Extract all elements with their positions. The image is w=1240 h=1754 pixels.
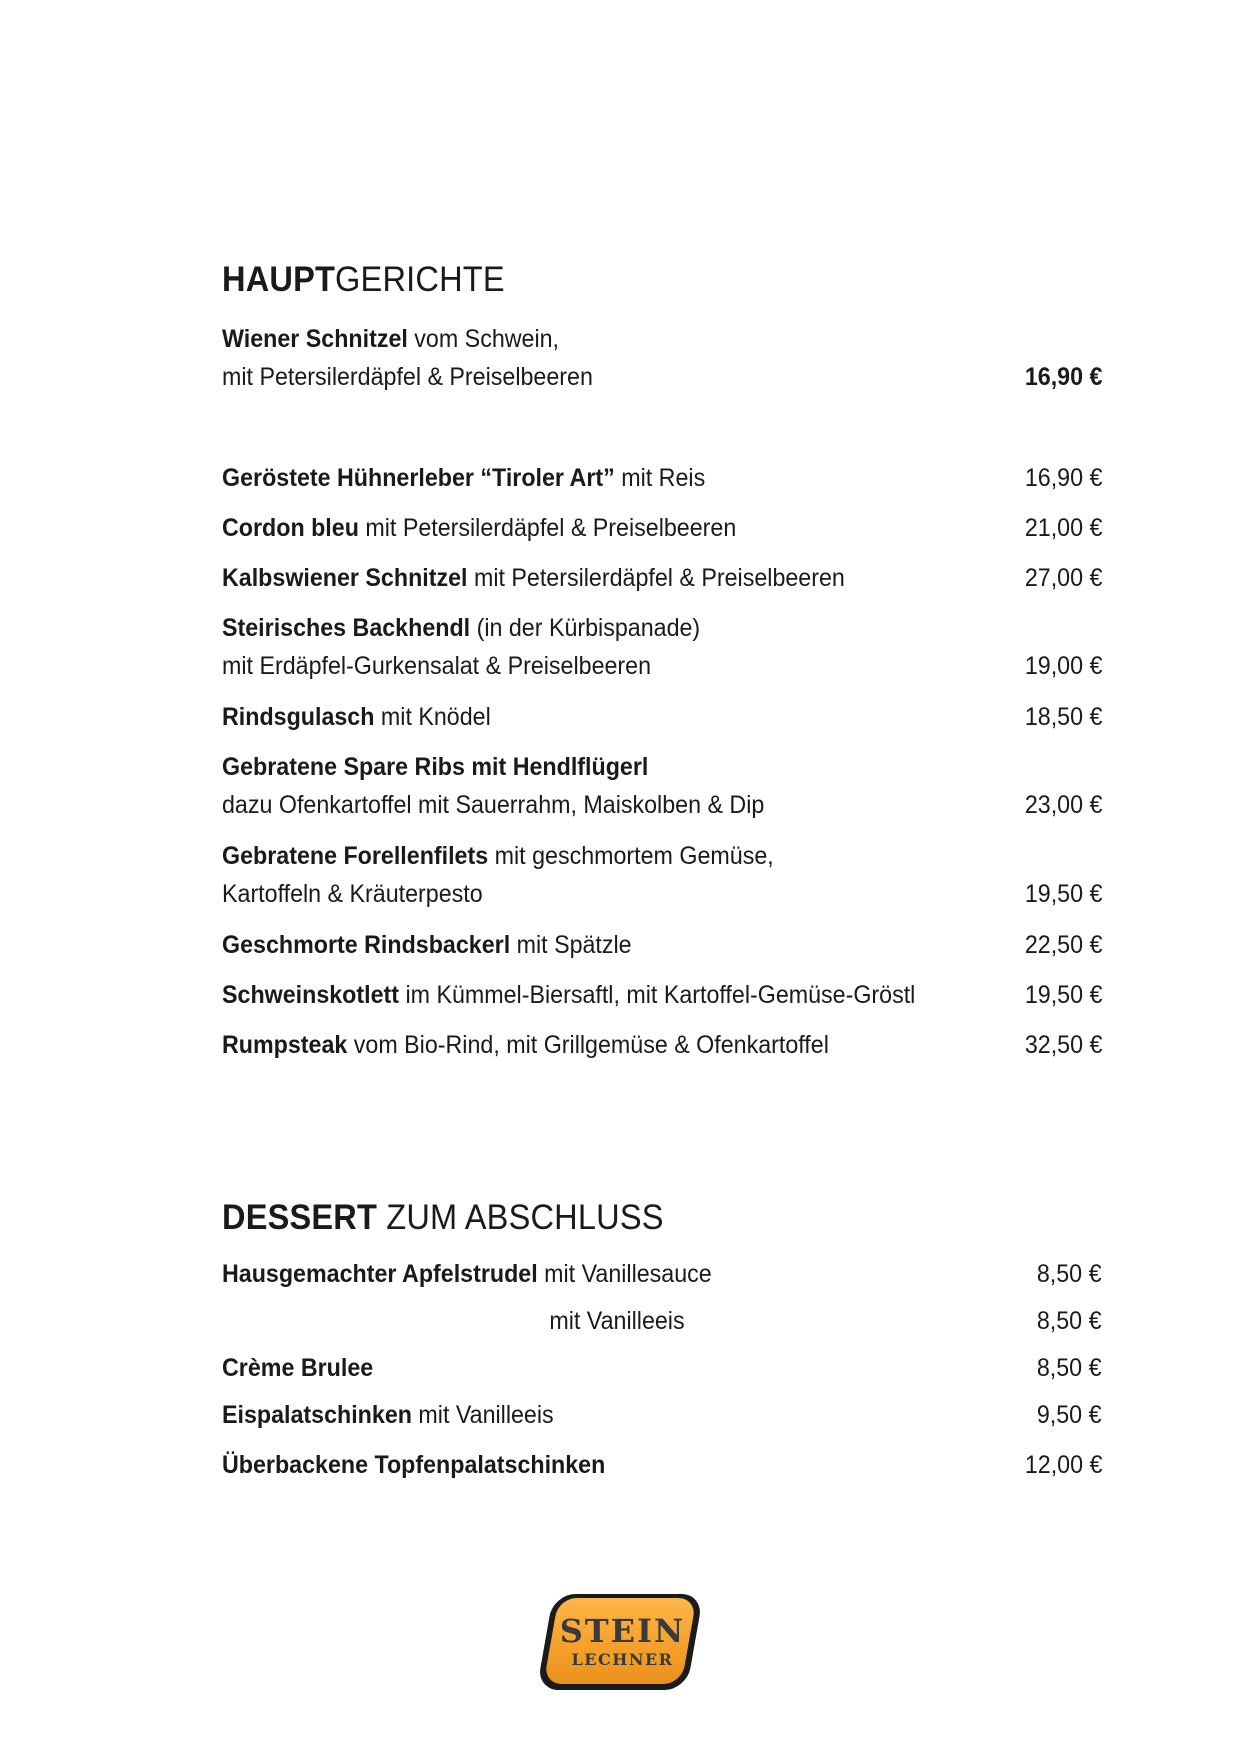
menu-item-rumpsteak bbox=[222, 1026, 1102, 1064]
item-price: 32,50 € bbox=[1024, 1031, 1102, 1059]
item-description: (in der Kürbispanade) bbox=[470, 614, 701, 642]
item-name: Kalbswiener Schnitzel bbox=[222, 564, 468, 592]
item-name: Rumpsteak bbox=[222, 1031, 348, 1059]
menu-item-forellenfilets bbox=[222, 837, 1102, 913]
item-price: 21,00 € bbox=[1024, 514, 1102, 542]
menu-item-kalbswiener-schnitzel bbox=[222, 559, 1102, 597]
item-name: Hausgemachter Apfelstrudel bbox=[222, 1260, 538, 1288]
item-price: 19,50 € bbox=[1024, 880, 1102, 908]
menu-item-rindsgulasch bbox=[222, 698, 1102, 736]
item-price: 8,50 € bbox=[1037, 1307, 1102, 1335]
menu-item-schweinskotlett bbox=[222, 976, 1102, 1014]
section-title-regular: GERICHTE bbox=[335, 260, 505, 299]
item-price: 9,50 € bbox=[1037, 1401, 1102, 1429]
section-title-bold: HAUPT bbox=[222, 260, 336, 299]
menu-item-backhendl bbox=[222, 609, 1102, 685]
item-name: Wiener Schnitzel bbox=[222, 325, 408, 353]
item-description: mit Reis bbox=[614, 464, 706, 492]
item-name: Eispalatschinken bbox=[222, 1401, 412, 1429]
item-description: vom Schwein, bbox=[407, 325, 560, 353]
item-description: mit Knödel bbox=[374, 703, 491, 731]
item-description: mit geschmortem Gemüse, bbox=[488, 842, 774, 870]
item-price: 16,90 € bbox=[1024, 363, 1102, 391]
item-price: 23,00 € bbox=[1024, 791, 1102, 819]
item-description-2: dazu Ofenkartoffel mit Sauerrahm, Maiskolben & Dip bbox=[222, 791, 765, 819]
item-price: 19,50 € bbox=[1024, 981, 1102, 1009]
menu-item-eispalatschinken bbox=[222, 1396, 1102, 1434]
item-price: 18,50 € bbox=[1024, 703, 1102, 731]
item-price: 8,50 € bbox=[1037, 1260, 1102, 1288]
section-title-bold: DESSERT bbox=[222, 1198, 378, 1237]
item-description-2: mit Petersilerdäpfel & Preiselbeeren bbox=[222, 363, 593, 391]
item-name: Überbackene Topfenpalatschinken bbox=[222, 1451, 606, 1479]
item-description: mit Petersilerdäpfel & Preiselbeeren bbox=[467, 564, 845, 592]
menu-item-apfelstrudel bbox=[222, 1255, 1102, 1293]
section-title-dessert bbox=[222, 1198, 664, 1238]
item-price: 8,50 € bbox=[1037, 1354, 1102, 1382]
logo-line-1: STEIN bbox=[559, 1612, 686, 1650]
logo-line-2: LECHNER bbox=[571, 1650, 674, 1669]
item-description: vom Bio-Rind, mit Grillgemüse & Ofenkartoffel bbox=[347, 1031, 829, 1059]
menu-item-cordon-bleu bbox=[222, 509, 1102, 547]
item-name: Gebratene Forellenfilets bbox=[222, 842, 489, 870]
section-title-hauptgerichte bbox=[222, 260, 505, 300]
item-description: mit Spätzle bbox=[510, 931, 632, 959]
item-name: Rindsgulasch bbox=[222, 703, 375, 731]
item-description-2: mit Erdäpfel-Gurkensalat & Preiselbeeren bbox=[222, 652, 652, 680]
section-title-regular: ZUM ABSCHLUSS bbox=[377, 1198, 664, 1237]
item-name: Crème Brulee bbox=[222, 1354, 374, 1382]
item-name: Cordon bleu bbox=[222, 514, 359, 542]
item-description: mit Petersilerdäpfel & Preiselbeeren bbox=[358, 514, 737, 542]
menu-item-wiener-schnitzel bbox=[222, 320, 1102, 396]
menu-item-huehnerleber bbox=[222, 459, 1102, 497]
menu-item-spare-ribs bbox=[222, 748, 1102, 824]
menu-item-apfelstrudel-vanilleeis bbox=[222, 1302, 1102, 1340]
item-name: Geröstete Hühnerleber “Tiroler Art” bbox=[222, 464, 615, 492]
menu-item-creme-brulee bbox=[222, 1349, 1102, 1387]
steinlechner-logo bbox=[535, 1588, 710, 1698]
item-name: Steirisches Backhendl bbox=[222, 614, 471, 642]
item-price: 12,00 € bbox=[1024, 1451, 1102, 1479]
item-description-2: Kartoffeln & Kräuterpesto bbox=[222, 880, 483, 908]
item-name: Gebratene Spare Ribs mit Hendlflügerl bbox=[222, 753, 649, 781]
item-name: Geschmorte Rindsbackerl bbox=[222, 931, 511, 959]
item-price: 16,90 € bbox=[1024, 464, 1102, 492]
item-name: Schweinskotlett bbox=[222, 981, 400, 1009]
menu-item-rindsbackerl bbox=[222, 926, 1102, 964]
item-description: mit Vanilleeis bbox=[549, 1307, 685, 1335]
item-description: im Kümmel-Biersaftl, mit Kartoffel-Gemüse-Gröstl bbox=[399, 981, 916, 1009]
menu-item-topfenpalatschinken bbox=[222, 1446, 1102, 1484]
item-price: 19,00 € bbox=[1024, 652, 1102, 680]
item-description: mit Vanilleeis bbox=[411, 1401, 554, 1429]
item-price: 27,00 € bbox=[1024, 564, 1102, 592]
item-description: mit Vanillesauce bbox=[537, 1260, 712, 1288]
item-price: 22,50 € bbox=[1024, 931, 1102, 959]
